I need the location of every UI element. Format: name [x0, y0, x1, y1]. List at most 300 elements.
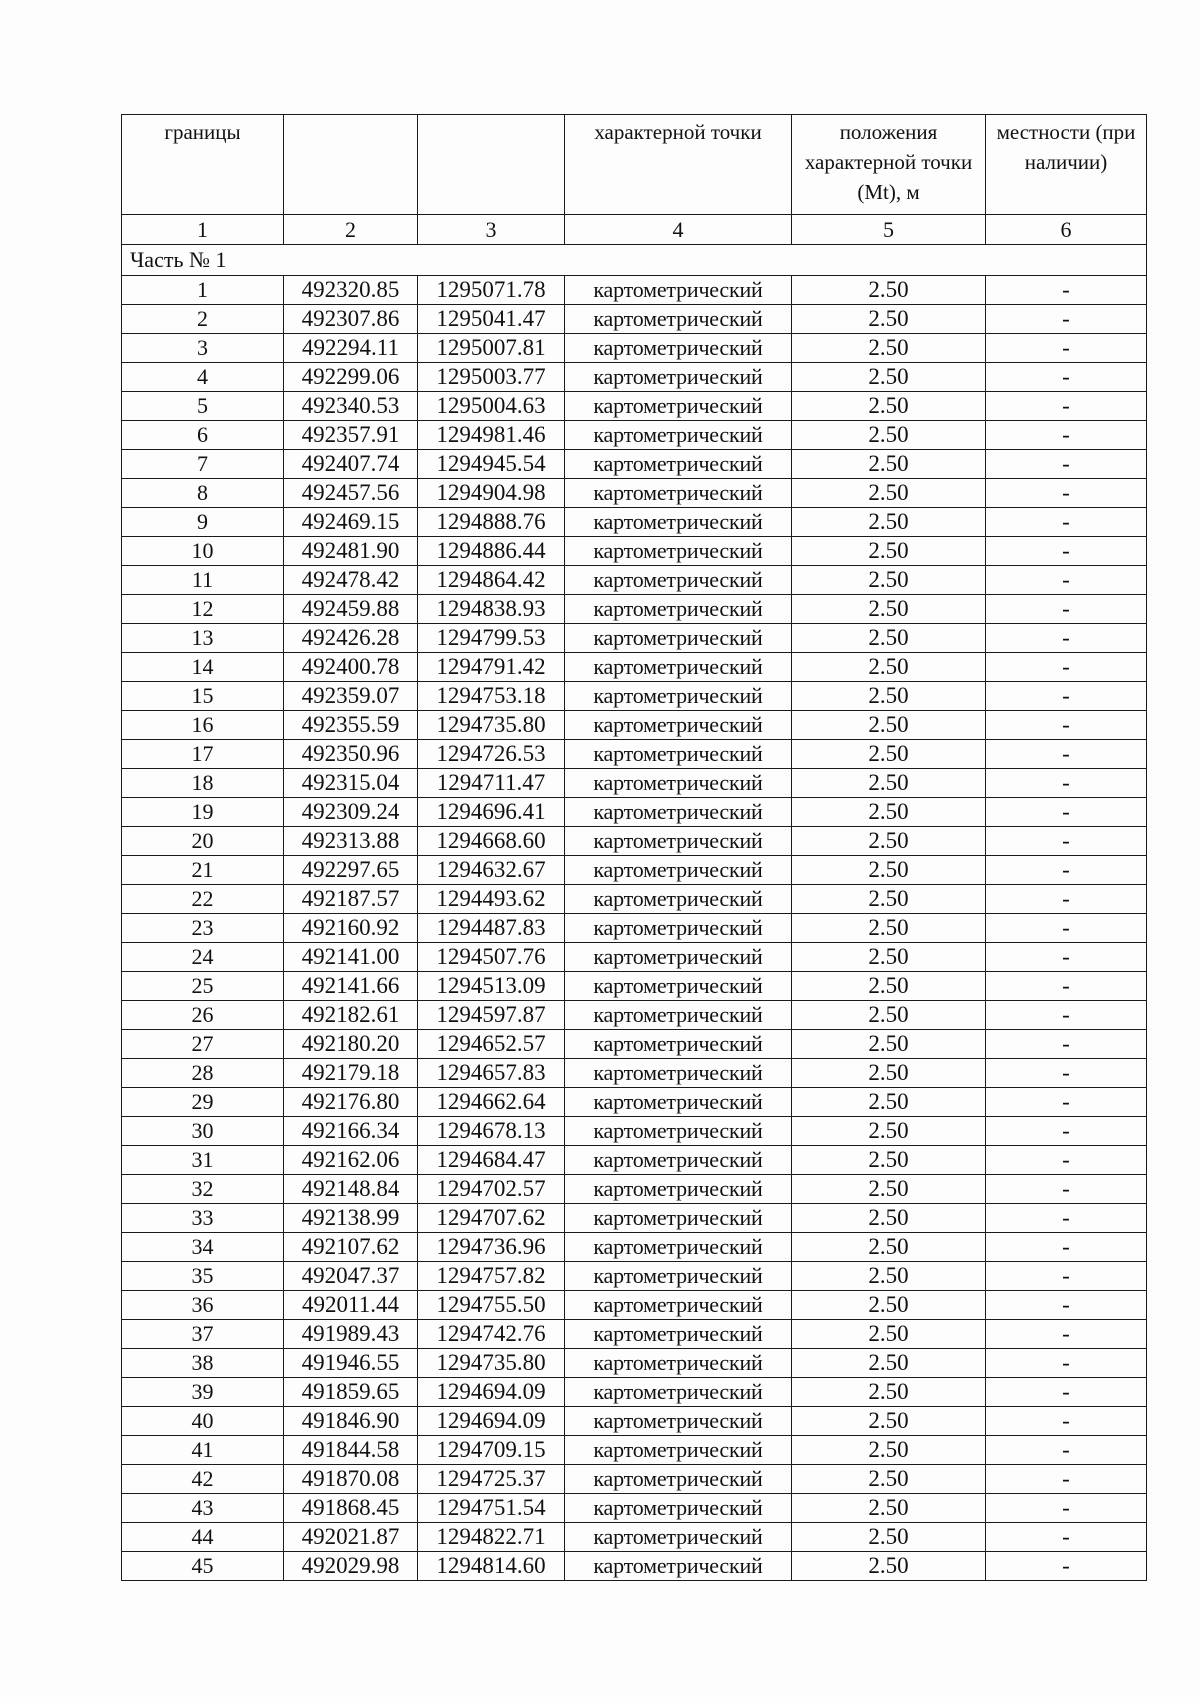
- accuracy-cell: 2.50: [792, 914, 986, 943]
- table-row: [122, 769, 1147, 798]
- method-cell: картометрический: [565, 885, 792, 914]
- accuracy-cell: 2.50: [792, 1233, 986, 1262]
- table-row: [122, 914, 1147, 943]
- table-row: [122, 392, 1147, 421]
- accuracy-cell: 2.50: [792, 479, 986, 508]
- accuracy-cell: 2.50: [792, 1175, 986, 1204]
- description-cell: -: [986, 1436, 1147, 1465]
- coord-x: 492426.28: [284, 624, 418, 653]
- description-cell: -: [986, 682, 1147, 711]
- method-cell: картометрический: [565, 653, 792, 682]
- description-cell: -: [986, 1291, 1147, 1320]
- coord-y: 1294668.60: [418, 827, 565, 856]
- method-cell: картометрический: [565, 392, 792, 421]
- column-number-row: [122, 215, 1147, 245]
- coord-y: 1294725.37: [418, 1465, 565, 1494]
- description-cell: -: [986, 769, 1147, 798]
- coord-x: 492481.90: [284, 537, 418, 566]
- accuracy-cell: 2.50: [792, 421, 986, 450]
- coord-x: 492187.57: [284, 885, 418, 914]
- table-row: [122, 711, 1147, 740]
- header-cell-2: [284, 115, 418, 215]
- coord-y: 1294709.15: [418, 1436, 565, 1465]
- method-cell: картометрический: [565, 1001, 792, 1030]
- table-row: [122, 1175, 1147, 1204]
- coord-y: 1294662.64: [418, 1088, 565, 1117]
- header-row: [122, 115, 1147, 215]
- table-row: [122, 827, 1147, 856]
- description-cell: -: [986, 653, 1147, 682]
- coord-y: 1294838.93: [418, 595, 565, 624]
- accuracy-cell: 2.50: [792, 682, 986, 711]
- point-number: 40: [122, 1407, 284, 1436]
- coord-x: 492359.07: [284, 682, 418, 711]
- point-number: 15: [122, 682, 284, 711]
- coord-x: 492029.98: [284, 1552, 418, 1581]
- method-cell: картометрический: [565, 450, 792, 479]
- coord-y: 1294742.76: [418, 1320, 565, 1349]
- column-number: 2: [284, 215, 418, 245]
- coord-y: 1295004.63: [418, 392, 565, 421]
- method-cell: картометрический: [565, 624, 792, 653]
- accuracy-cell: 2.50: [792, 1117, 986, 1146]
- point-number: 21: [122, 856, 284, 885]
- method-cell: картометрический: [565, 914, 792, 943]
- coord-y: 1294678.13: [418, 1117, 565, 1146]
- point-number: 26: [122, 1001, 284, 1030]
- method-cell: картометрический: [565, 1175, 792, 1204]
- point-number: 29: [122, 1088, 284, 1117]
- method-cell: картометрический: [565, 276, 792, 305]
- method-cell: картометрический: [565, 1088, 792, 1117]
- coord-x: 492176.80: [284, 1088, 418, 1117]
- description-cell: -: [986, 1175, 1147, 1204]
- table-row: [122, 421, 1147, 450]
- coord-x: 492459.88: [284, 595, 418, 624]
- coord-y: 1295041.47: [418, 305, 565, 334]
- description-cell: -: [986, 1465, 1147, 1494]
- point-number: 23: [122, 914, 284, 943]
- point-number: 30: [122, 1117, 284, 1146]
- coord-y: 1294707.62: [418, 1204, 565, 1233]
- coord-y: 1294513.09: [418, 972, 565, 1001]
- point-number: 27: [122, 1030, 284, 1059]
- point-number: 6: [122, 421, 284, 450]
- method-cell: картометрический: [565, 827, 792, 856]
- coord-x: 492457.56: [284, 479, 418, 508]
- description-cell: -: [986, 450, 1147, 479]
- accuracy-cell: 2.50: [792, 305, 986, 334]
- method-cell: картометрический: [565, 363, 792, 392]
- coord-y: 1294945.54: [418, 450, 565, 479]
- point-number: 28: [122, 1059, 284, 1088]
- point-number: 38: [122, 1349, 284, 1378]
- coord-x: 492478.42: [284, 566, 418, 595]
- method-cell: картометрический: [565, 1378, 792, 1407]
- table-row: [122, 566, 1147, 595]
- description-cell: -: [986, 566, 1147, 595]
- description-cell: -: [986, 1378, 1147, 1407]
- coord-y: 1294736.96: [418, 1233, 565, 1262]
- part-row: [122, 245, 1147, 276]
- accuracy-cell: 2.50: [792, 363, 986, 392]
- point-number: 7: [122, 450, 284, 479]
- description-cell: -: [986, 334, 1147, 363]
- point-number: 9: [122, 508, 284, 537]
- accuracy-cell: 2.50: [792, 1552, 986, 1581]
- coord-y: 1294493.62: [418, 885, 565, 914]
- method-cell: картометрический: [565, 1204, 792, 1233]
- point-number: 31: [122, 1146, 284, 1175]
- coord-y: 1295003.77: [418, 363, 565, 392]
- coord-x: 492407.74: [284, 450, 418, 479]
- accuracy-cell: 2.50: [792, 334, 986, 363]
- method-cell: картометрический: [565, 1059, 792, 1088]
- header-cell-1: границы: [122, 115, 284, 215]
- table-row: [122, 1030, 1147, 1059]
- coord-x: 492166.34: [284, 1117, 418, 1146]
- accuracy-cell: 2.50: [792, 1059, 986, 1088]
- coord-x: 492047.37: [284, 1262, 418, 1291]
- point-number: 37: [122, 1320, 284, 1349]
- coord-x: 492138.99: [284, 1204, 418, 1233]
- table-row: [122, 276, 1147, 305]
- description-cell: -: [986, 276, 1147, 305]
- coord-y: 1294735.80: [418, 1349, 565, 1378]
- coord-x: 492469.15: [284, 508, 418, 537]
- point-number: 13: [122, 624, 284, 653]
- method-cell: картометрический: [565, 1233, 792, 1262]
- coord-y: 1294799.53: [418, 624, 565, 653]
- accuracy-cell: 2.50: [792, 798, 986, 827]
- column-number: 1: [122, 215, 284, 245]
- coord-y: 1294735.80: [418, 711, 565, 740]
- header-cell-4: характерной точки: [565, 115, 792, 215]
- point-number: 10: [122, 537, 284, 566]
- coord-x: 492141.66: [284, 972, 418, 1001]
- description-cell: -: [986, 1552, 1147, 1581]
- accuracy-cell: 2.50: [792, 1378, 986, 1407]
- point-number: 45: [122, 1552, 284, 1581]
- description-cell: -: [986, 856, 1147, 885]
- table-row: [122, 334, 1147, 363]
- coord-x: 492307.86: [284, 305, 418, 334]
- table-row: [122, 305, 1147, 334]
- coord-y: 1294657.83: [418, 1059, 565, 1088]
- accuracy-cell: 2.50: [792, 1436, 986, 1465]
- coord-y: 1295007.81: [418, 334, 565, 363]
- description-cell: -: [986, 740, 1147, 769]
- accuracy-cell: 2.50: [792, 653, 986, 682]
- description-cell: -: [986, 1117, 1147, 1146]
- table-row: [122, 856, 1147, 885]
- accuracy-cell: 2.50: [792, 1030, 986, 1059]
- point-number: 22: [122, 885, 284, 914]
- coord-y: 1294726.53: [418, 740, 565, 769]
- table-row: [122, 595, 1147, 624]
- description-cell: -: [986, 363, 1147, 392]
- coord-y: 1294904.98: [418, 479, 565, 508]
- table-body: [122, 115, 1147, 1581]
- table-row: [122, 1320, 1147, 1349]
- method-cell: картометрический: [565, 1291, 792, 1320]
- method-cell: картометрический: [565, 421, 792, 450]
- accuracy-cell: 2.50: [792, 740, 986, 769]
- coord-x: 491844.58: [284, 1436, 418, 1465]
- method-cell: картометрический: [565, 595, 792, 624]
- column-number: 4: [565, 215, 792, 245]
- accuracy-cell: 2.50: [792, 450, 986, 479]
- description-cell: -: [986, 885, 1147, 914]
- method-cell: картометрический: [565, 1349, 792, 1378]
- coord-y: 1294507.76: [418, 943, 565, 972]
- table-row: [122, 943, 1147, 972]
- table-row: [122, 1233, 1147, 1262]
- table-row: [122, 624, 1147, 653]
- coord-x: 492160.92: [284, 914, 418, 943]
- coord-y: 1294814.60: [418, 1552, 565, 1581]
- coord-x: 491846.90: [284, 1407, 418, 1436]
- table-row: [122, 1465, 1147, 1494]
- coord-y: 1294684.47: [418, 1146, 565, 1175]
- description-cell: -: [986, 1146, 1147, 1175]
- description-cell: -: [986, 914, 1147, 943]
- accuracy-cell: 2.50: [792, 1349, 986, 1378]
- accuracy-cell: 2.50: [792, 566, 986, 595]
- accuracy-cell: 2.50: [792, 827, 986, 856]
- coord-x: 492315.04: [284, 769, 418, 798]
- column-number: 5: [792, 215, 986, 245]
- coord-x: 492320.85: [284, 276, 418, 305]
- accuracy-cell: 2.50: [792, 1146, 986, 1175]
- accuracy-cell: 2.50: [792, 508, 986, 537]
- header-cell-5: положения характерной точки (Mt), м: [792, 115, 986, 215]
- accuracy-cell: 2.50: [792, 392, 986, 421]
- table-row: [122, 1088, 1147, 1117]
- description-cell: -: [986, 537, 1147, 566]
- coord-x: 491859.65: [284, 1378, 418, 1407]
- coord-x: 492179.18: [284, 1059, 418, 1088]
- method-cell: картометрический: [565, 740, 792, 769]
- coord-y: 1294888.76: [418, 508, 565, 537]
- method-cell: картометрический: [565, 1146, 792, 1175]
- point-number: 2: [122, 305, 284, 334]
- method-cell: картометрический: [565, 334, 792, 363]
- point-number: 1: [122, 276, 284, 305]
- coord-y: 1294694.09: [418, 1407, 565, 1436]
- method-cell: картометрический: [565, 711, 792, 740]
- coord-y: 1294694.09: [418, 1378, 565, 1407]
- point-number: 8: [122, 479, 284, 508]
- table-row: [122, 479, 1147, 508]
- description-cell: -: [986, 1204, 1147, 1233]
- coord-x: 491946.55: [284, 1349, 418, 1378]
- table-row: [122, 972, 1147, 1001]
- method-cell: картометрический: [565, 856, 792, 885]
- description-cell: -: [986, 1262, 1147, 1291]
- point-number: 16: [122, 711, 284, 740]
- table-row: [122, 363, 1147, 392]
- description-cell: -: [986, 392, 1147, 421]
- coord-x: 492400.78: [284, 653, 418, 682]
- description-cell: -: [986, 972, 1147, 1001]
- point-number: 39: [122, 1378, 284, 1407]
- coord-x: 492182.61: [284, 1001, 418, 1030]
- coord-y: 1294886.44: [418, 537, 565, 566]
- description-cell: -: [986, 595, 1147, 624]
- description-cell: -: [986, 1059, 1147, 1088]
- coord-y: 1294696.41: [418, 798, 565, 827]
- point-number: 4: [122, 363, 284, 392]
- method-cell: картометрический: [565, 1030, 792, 1059]
- method-cell: картометрический: [565, 1494, 792, 1523]
- point-number: 18: [122, 769, 284, 798]
- method-cell: картометрический: [565, 508, 792, 537]
- table-row: [122, 1436, 1147, 1465]
- point-number: 14: [122, 653, 284, 682]
- accuracy-cell: 2.50: [792, 276, 986, 305]
- description-cell: -: [986, 479, 1147, 508]
- point-number: 33: [122, 1204, 284, 1233]
- point-number: 19: [122, 798, 284, 827]
- coord-y: 1294864.42: [418, 566, 565, 595]
- coord-x: 492162.06: [284, 1146, 418, 1175]
- coord-x: 492313.88: [284, 827, 418, 856]
- point-number: 24: [122, 943, 284, 972]
- accuracy-cell: 2.50: [792, 972, 986, 1001]
- coord-y: 1294751.54: [418, 1494, 565, 1523]
- description-cell: -: [986, 305, 1147, 334]
- accuracy-cell: 2.50: [792, 1320, 986, 1349]
- method-cell: картометрический: [565, 1465, 792, 1494]
- point-number: 20: [122, 827, 284, 856]
- accuracy-cell: 2.50: [792, 1407, 986, 1436]
- point-number: 3: [122, 334, 284, 363]
- coord-y: 1294702.57: [418, 1175, 565, 1204]
- table-row: [122, 450, 1147, 479]
- accuracy-cell: 2.50: [792, 624, 986, 653]
- coord-x: 492021.87: [284, 1523, 418, 1552]
- description-cell: -: [986, 624, 1147, 653]
- coord-y: 1294755.50: [418, 1291, 565, 1320]
- method-cell: картометрический: [565, 769, 792, 798]
- coord-x: 492355.59: [284, 711, 418, 740]
- coord-x: 492340.53: [284, 392, 418, 421]
- coord-y: 1294597.87: [418, 1001, 565, 1030]
- method-cell: картометрический: [565, 1262, 792, 1291]
- table-row: [122, 537, 1147, 566]
- method-cell: картометрический: [565, 479, 792, 508]
- coordinates-table: [121, 114, 1147, 1581]
- table-row: [122, 1146, 1147, 1175]
- method-cell: картометрический: [565, 566, 792, 595]
- method-cell: картометрический: [565, 972, 792, 1001]
- coord-y: 1294757.82: [418, 1262, 565, 1291]
- accuracy-cell: 2.50: [792, 1088, 986, 1117]
- method-cell: картометрический: [565, 682, 792, 711]
- coord-x: 492294.11: [284, 334, 418, 363]
- header-cell-6: местности (при наличии): [986, 115, 1147, 215]
- point-number: 12: [122, 595, 284, 624]
- description-cell: -: [986, 1030, 1147, 1059]
- accuracy-cell: 2.50: [792, 595, 986, 624]
- method-cell: картометрический: [565, 1436, 792, 1465]
- accuracy-cell: 2.50: [792, 1204, 986, 1233]
- coord-x: 492357.91: [284, 421, 418, 450]
- description-cell: -: [986, 798, 1147, 827]
- point-number: 41: [122, 1436, 284, 1465]
- point-number: 42: [122, 1465, 284, 1494]
- coord-x: 492299.06: [284, 363, 418, 392]
- table-row: [122, 508, 1147, 537]
- coord-x: 492141.00: [284, 943, 418, 972]
- description-cell: -: [986, 711, 1147, 740]
- table-row: [122, 1117, 1147, 1146]
- description-cell: -: [986, 943, 1147, 972]
- description-cell: -: [986, 1523, 1147, 1552]
- accuracy-cell: 2.50: [792, 1262, 986, 1291]
- accuracy-cell: 2.50: [792, 537, 986, 566]
- table-row: [122, 1204, 1147, 1233]
- table-row: [122, 1523, 1147, 1552]
- description-cell: -: [986, 1407, 1147, 1436]
- description-cell: -: [986, 1349, 1147, 1378]
- accuracy-cell: 2.50: [792, 1291, 986, 1320]
- method-cell: картометрический: [565, 1117, 792, 1146]
- description-cell: -: [986, 827, 1147, 856]
- point-number: 5: [122, 392, 284, 421]
- table-row: [122, 1378, 1147, 1407]
- table-row: [122, 1552, 1147, 1581]
- method-cell: картометрический: [565, 1552, 792, 1581]
- column-number: 3: [418, 215, 565, 245]
- method-cell: картометрический: [565, 305, 792, 334]
- method-cell: картометрический: [565, 798, 792, 827]
- accuracy-cell: 2.50: [792, 769, 986, 798]
- point-number: 11: [122, 566, 284, 595]
- point-number: 32: [122, 1175, 284, 1204]
- coord-y: 1294981.46: [418, 421, 565, 450]
- description-cell: -: [986, 1494, 1147, 1523]
- accuracy-cell: 2.50: [792, 1001, 986, 1030]
- coord-x: 492309.24: [284, 798, 418, 827]
- method-cell: картометрический: [565, 1407, 792, 1436]
- accuracy-cell: 2.50: [792, 711, 986, 740]
- coord-x: 492180.20: [284, 1030, 418, 1059]
- table-row: [122, 682, 1147, 711]
- table-row: [122, 1001, 1147, 1030]
- table-row: [122, 1059, 1147, 1088]
- point-number: 25: [122, 972, 284, 1001]
- method-cell: картометрический: [565, 1523, 792, 1552]
- table-row: [122, 1291, 1147, 1320]
- point-number: 35: [122, 1262, 284, 1291]
- table-row: [122, 1407, 1147, 1436]
- coord-x: 491870.08: [284, 1465, 418, 1494]
- coord-y: 1295071.78: [418, 276, 565, 305]
- point-number: 17: [122, 740, 284, 769]
- coord-y: 1294822.71: [418, 1523, 565, 1552]
- header-cell-3: [418, 115, 565, 215]
- table-row: [122, 885, 1147, 914]
- coord-y: 1294753.18: [418, 682, 565, 711]
- accuracy-cell: 2.50: [792, 943, 986, 972]
- table-row: [122, 653, 1147, 682]
- description-cell: -: [986, 1001, 1147, 1030]
- column-number: 6: [986, 215, 1147, 245]
- coord-y: 1294711.47: [418, 769, 565, 798]
- coord-x: 492297.65: [284, 856, 418, 885]
